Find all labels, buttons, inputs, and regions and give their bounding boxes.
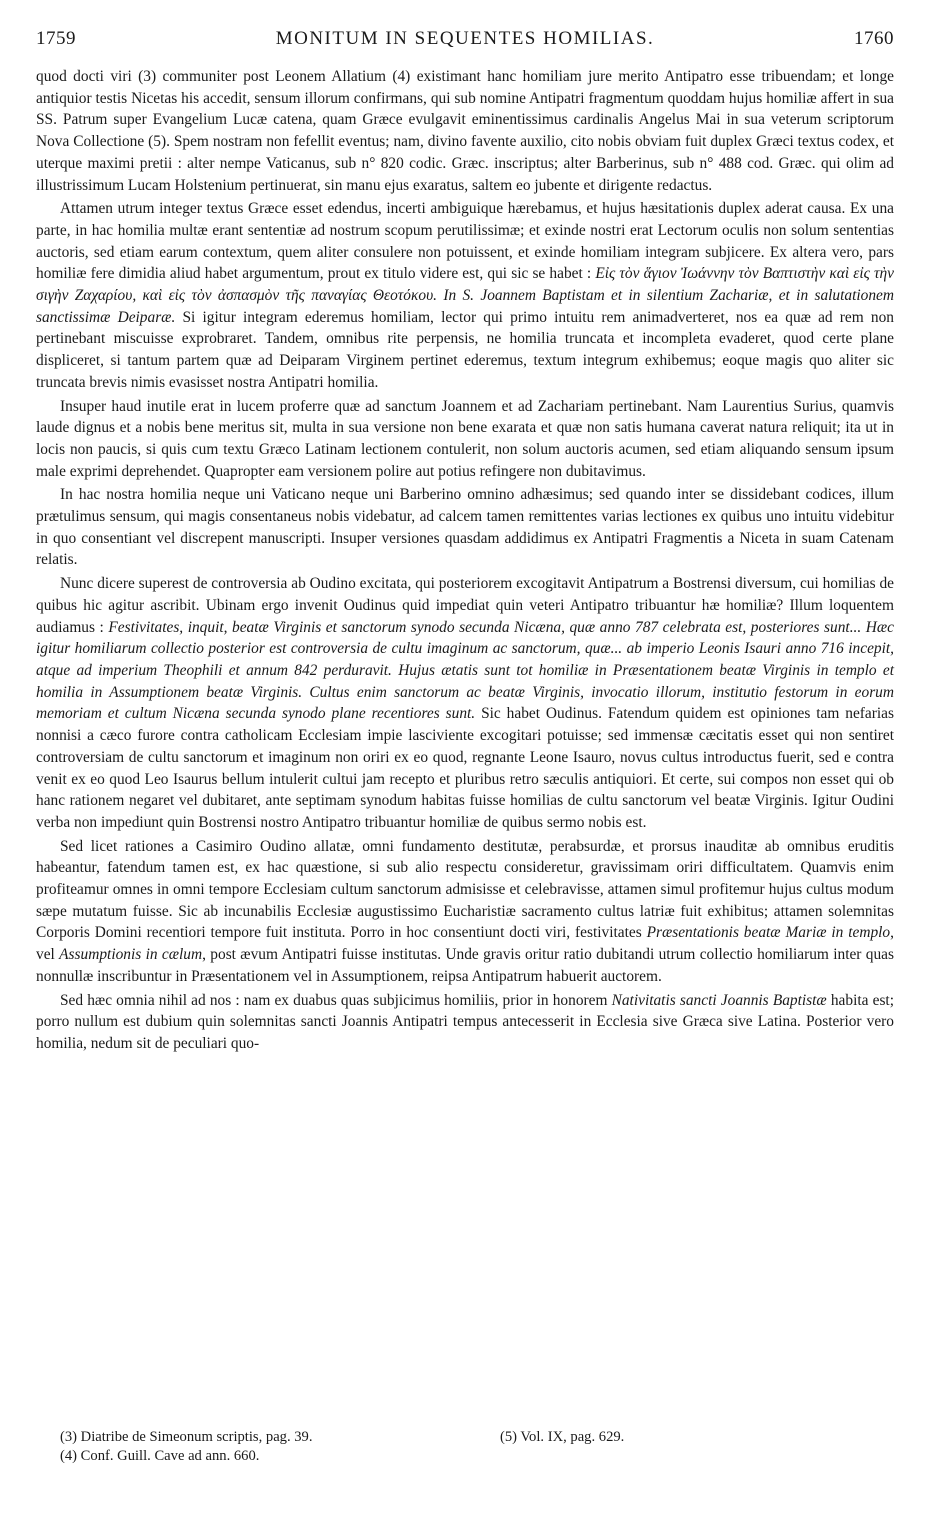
text-run: habita est; porro nullum est dubium quin solemnitas sancti Joannis Antipatri tempus antecesserit in Ecclesia sive Græca sive Latina. Posterior vero homilia, nedum sit de peculiari quo-: [36, 991, 894, 1052]
text-run: , vel: [36, 924, 894, 964]
paragraph: [36, 198, 894, 393]
text-run: Sic habet Oudinus. Fatendum quidem est opiniones tam nefarias nonnisi a cæco furore contra catholicam Ecclesiam impie lasciviente excogitari potuisse; sed immensæ cæcitatis esset qui non sentiret controversiam de cultu sanctorum et imaginum non oriri ex eo quod, regnante Leone Isauro, novus cultus introductus fuerit, sed e contra venit ex eo quod Leo Isaurus bellum intulerit cultui jam recepto et pluribus retro sæculis antiquiori. Et certe, sui compos non esset qui ob hanc rationem negaret vel dubitaret, ante septimam synodum habitas fuisse homilias de cultu sanctorum vel beatæ Virginis. Igitur Oudini verba non impediunt quin Bostrensi nostro Antipatro tribuantur homiliæ de quibus sermo nobis est.: [36, 705, 894, 831]
page-number-right: 1760: [854, 28, 894, 49]
footnotes: [36, 1428, 894, 1466]
text-run: , post ævum Antipatri fuisse institutas. Unde gravis oritur ratio dubitandi utrum collectio homiliarum inter quas nonnullæ inscribuntur in Præsentationem vel in Assumptionem, reipsa Antipatrum habuerit auctorem.: [36, 946, 894, 985]
paragraph: [36, 484, 894, 571]
running-header: [36, 28, 894, 54]
footnote-5: (5) Vol. IX, pag. 629.: [500, 1429, 625, 1445]
paragraph: [36, 66, 894, 196]
text-run: Si igitur integram ederemus homiliam, lector qui primo intuitu rem animadverteret, nos ea quæ ad rem non pertinebant miscuisse exprobraret. Tandem, omnibus rite perpensis, ne homilia truncata et incompleta evaderet, quod certe plane displiceret, si tantum partem quæ ad Deiparam Virginem pertinet ederemus, textum integrum exhibemus; eoque magis quo aliter sic truncata brevis nimis evasisset nostra Antipatri homilia.: [36, 308, 894, 391]
paragraph: [36, 990, 894, 1055]
italic-text: Εἰς τὸν ἅγιον Ἰωάννην τὸν Βαπτιστὴν καὶ εἰς τὴν σιγὴν Ζαχαρίου, καὶ εἰς τὸν ἀσπασμὸν τῆς παναγίας Θεοτόκου. In S. Joannem Baptistam et in silentium Zachariæ, et in salutationem sanctissimæ Deiparæ.: [36, 265, 894, 326]
text-run: Insuper haud inutile erat in lucem proferre quæ ad sanctum Joannem et ad Zachariam pertinebant. Nam Laurentius Surius, quamvis laude dignus et a nobis bene meritus sit, multa in sua versione non bene exarata et quæ non satis humana caverat natura reliquit; ita ut in locis non paucis, si quis cum textu Græco Latinam lectionem contulerit, non solum auctoris acumen, sed etiam aliquando sensum ipsum male exprimi deprehendet. Quapropter eam versionem polire aut potius refingere non dubitavimus.: [36, 397, 894, 480]
italic-text: Festivitates, inquit, beatæ Virginis et sanctorum synodo secunda Nicæna, quæ anno 787 celebrata est, posteriores sunt... Hæc igitur homiliarum collectio posterior est controversia de cultu imaginum ac sanctorum, quæ... ab imperio Leonis Isauri anno 716 incepit, atque ad imperium Theophili et annum 842 perduravit. Hujus ætatis sunt tot homiliæ in Præsentationem beatæ Virginis in templo et homilia in Assumptionem beatæ Virginis. Cultus enim sanctorum ac beatæ Virginis, invocatio illorum, institutio festorum in eorum memoriam et cultum Nicæna secunda synodo plane recentiores sunt.: [36, 618, 894, 723]
paragraph: [36, 396, 894, 483]
text-run: quod docti viri (3) communiter post Leonem Allatium (4) existimant hanc homiliam jure merito Antipatro esse tribuendam; et longe antiquior testis Nicetas his accedit, sensum illorum confirmans, qui sub nomine Antipatri fragmentum quoddam hujus homiliæ affert in sua SS. Patrum super Evangelium Lucæ catena, quam Græce evulgavit eminentissimus cardinalis Angelus Mai in sua veterum scriptorum Nova Collectione (5). Spem nostram non fefellit eventus; nam, divino favente auxilio, cito nobis obviam fuit duplex Græci textus codex, et uterque maximi pretii : alter nempe Vaticanus, sub n° 820 codic. Græc. inscriptus; alter Barberinus, sub n° 488 cod. Græc. qui olim ad illustrissimum Lucam Holstenium pertinuerat, sin manu ejus exaratus, saltem eo jubente et dirigente redactus.: [36, 68, 894, 194]
running-title: MONITUM IN SEQUENTES HOMILIAS.: [275, 28, 655, 49]
text-run: Nunc dicere superest de controversia ab Oudino excitata, qui posteriorem excogitavit Antipatrum a Bostrensi diversum, cui homilias de quibus hic agitur ascribit. Ubinam ergo invenit Oudinus quid impediat quin veteri Antipatro tribuantur hæ homiliæ? Illum loquentem audiamus :: [36, 575, 894, 636]
page: [36, 28, 894, 1055]
text-run: In hac nostra homilia neque uni Vaticano neque uni Barberino omnino adhæsimus; sed quando inter se dissidebant codices, illum prætulimus sensum, qui magis consentaneus nobis videbatur, ad calcem tamen remittentes varias lectiones ex quibus uno intuitu videbitur in quo consentiant vel discrepent manuscripti. Insuper versiones quasdam addidimus ex Antipatri Fragmentis a Niceta in suam Catenam relatis.: [36, 486, 894, 569]
italic-text: Assumptionis in cælum: [59, 946, 203, 964]
footnote-4: (4) Conf. Guill. Cave ad ann. 660.: [60, 1448, 260, 1464]
italic-text: Præsentationis beatæ Mariæ in templo: [646, 924, 891, 942]
text-run: Sed licet rationes a Casimiro Oudino allatæ, omni fundamento destitutæ, perabsurdæ, et prorsus inauditæ ab omnibus eruditis habeantur, fatendum tamen est, ex hac quæstione, si sub alio respectu consideretur, gravissimam oriri difficultatem. Quamvis enim profiteamur omnes in omni tempore Ecclesiam cultum sanctorum admisisse et celebravisse, attamen simul profitemur hujus cultus modum sæpe mutatum fuisse. Sic ab incunabilis Ecclesiæ augustissimo Eucharistiæ sacramento cultus latriæ fuit exhibitus; attamen solemnitas Corporis Domini recentiori tempore fuit instituta. Porro in hoc consentiunt docti viri, festivitates: [36, 837, 894, 942]
paragraph: [36, 573, 894, 833]
body-text: [36, 66, 894, 1055]
italic-text: Nativitatis sancti Joannis Baptistæ: [611, 991, 827, 1009]
text-run: Attamen utrum integer textus Græce esset edendus, incerti ambiguique hærebamus, et hujus hæsitationis duplex aderat causa. Ex una parte, in hac homilia multæ erant sententiæ ad nostrum scopum perutilissimæ; et exinde nostri erat Lectorum oculis non solum sententias auctoris, sed etiam earum contextum, quem aliter consulere non potuissent, et exinde homiliam integram subjicere. Ex altera vero, pars homiliæ fere dimidia aliud habet argumentum, prout ex titulo videre est, qui sic se habet :: [36, 200, 894, 283]
paragraph: [36, 836, 894, 988]
footnote-3: (3) Diatribe de Simeonum scriptis, pag. 39.: [60, 1429, 313, 1445]
page-number-left: 1759: [36, 28, 76, 49]
text-run: Sed hæc omnia nihil ad nos : nam ex duabus quas subjicimus homiliis, prior in honorem: [60, 991, 612, 1009]
